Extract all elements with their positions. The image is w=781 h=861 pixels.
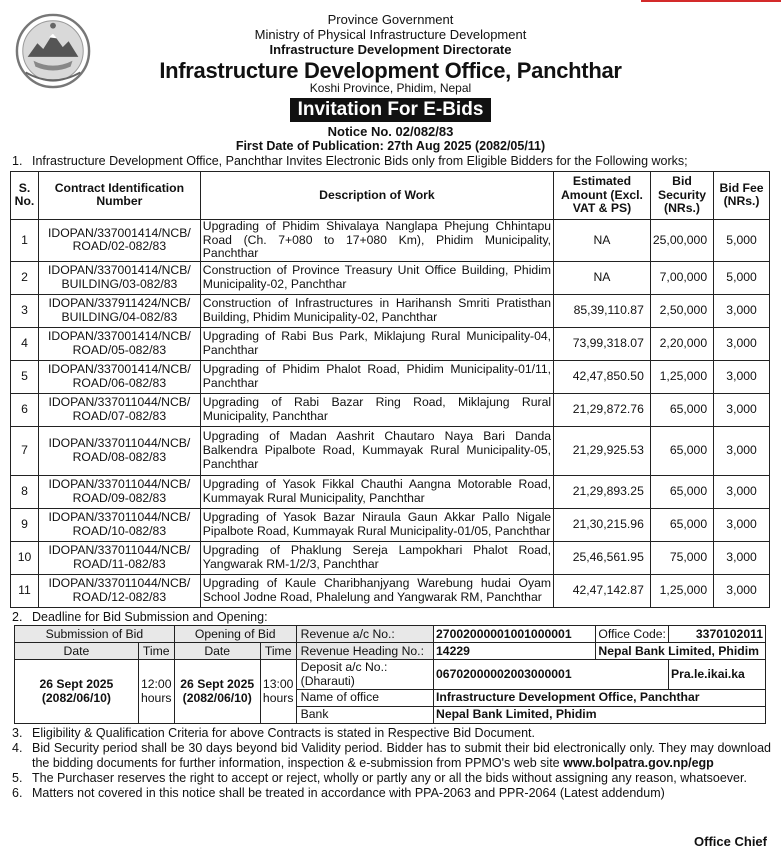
cell-description: Upgrading of Phidim Phalot Road, Phidim Municipality-01/11, Panchthar [200, 360, 553, 393]
submission-date-label: Date [15, 642, 139, 659]
cell-description: Upgrading of Phidim Shivalaya Nanglapa Phejung Chhintapu Road (Ch. 7+080 to 17+080 Km), Phidim Municipality, Panchthar [200, 219, 553, 261]
cell-sn: 3 [11, 294, 39, 327]
cell-fee: 3,000 [714, 360, 770, 393]
deadline-row [15, 642, 766, 659]
directorate-line: Infrastructure Development Directorate [269, 41, 512, 57]
cell-description: Upgrading of Rabi Bus Park, Miklajung Rural Municipality-04, Panchthar [200, 327, 553, 360]
cell-contract-id: IDOPAN/337011044/NCB/ ROAD/08-082/83 [38, 426, 200, 475]
cell-fee: 3,000 [714, 508, 770, 541]
office-name-label: Name of office [296, 689, 433, 706]
cell-description: Upgrading of Madan Aashrit Chautaro Naya Bari Danda Balkendra Pipalbote Road, Kummayak Rural Municipality-05, Panchthar [200, 426, 553, 475]
letterhead [10, 13, 771, 154]
cell-security: 7,00,000 [650, 261, 713, 294]
works-table [10, 171, 770, 608]
list-item [10, 726, 771, 741]
cell-fee: 5,000 [714, 219, 770, 261]
top-accent-bar [641, 0, 781, 2]
cell-sn: 1 [11, 219, 39, 261]
cell-security: 2,50,000 [650, 294, 713, 327]
submission-date: 26 Sept 2025 (2082/06/10) [15, 659, 139, 723]
item-text: The Purchaser reserves the right to accept or reject, wholly or partly any or all the bids without assigning any reason, whatsoever. [32, 770, 747, 785]
cell-fee: 3,000 [714, 327, 770, 360]
revenue-bank: Nepal Bank Limited, Phidim [596, 642, 766, 659]
item-text [32, 741, 771, 771]
notice-number: Notice No. 02/082/83 [327, 123, 454, 139]
table-header-row [11, 171, 770, 219]
cell-amount: 25,46,561.95 [554, 541, 651, 574]
revenue-heading-label: Revenue Heading No.: [296, 642, 433, 659]
list-item [10, 771, 771, 786]
cell-sn: 6 [11, 393, 39, 426]
deadline-table [14, 625, 766, 724]
cell-security: 65,000 [650, 508, 713, 541]
table-row [11, 294, 770, 327]
cell-security: 75,000 [650, 541, 713, 574]
cell-contract-id: IDOPAN/337001414/NCB/ ROAD/05-082/83 [38, 327, 200, 360]
revenue-ac-value: 27002000001001000001 [434, 625, 596, 642]
opening-time: 13:00 hours [260, 659, 296, 723]
item-number: 5. [12, 770, 23, 785]
table-row [11, 426, 770, 475]
item-4-text: Bid Security period shall be 30 days beyond bid Validity period. Bidder has to submit their bid electronically only. They may download the bidding documents for further information, inspection & e-submission from PPMO's web site [32, 740, 771, 770]
office-name-value: Infrastructure Development Office, Panchthar [434, 689, 766, 706]
table-row [11, 393, 770, 426]
cell-contract-id: IDOPAN/337011044/NCB/ ROAD/10-082/83 [38, 508, 200, 541]
cell-security: 2,20,000 [650, 327, 713, 360]
cell-fee: 5,000 [714, 261, 770, 294]
opening-date-label: Date [174, 642, 260, 659]
bank-label: Bank [296, 706, 433, 723]
table-row [11, 261, 770, 294]
list-item [10, 741, 771, 771]
item-number: 1. [12, 153, 23, 168]
cell-amount: NA [554, 261, 651, 294]
cell-description: Upgrading of Kaule Charibhanjyang Warebung hudai Oyam School Jodne Road, Phalelung and Yangwarak RM, Panchthar [200, 574, 553, 607]
cell-sn: 2 [11, 261, 39, 294]
cell-description: Upgrading of Rabi Bazar Ring Road, Miklajung Rural Municipality, Panchthar [200, 393, 553, 426]
col-sn: S. No. [11, 171, 39, 219]
col-contract-id: Contract Identification Number [38, 171, 200, 219]
office-title: Infrastructure Development Office, Panchthar [159, 57, 622, 83]
cell-description: Upgrading of Yasok Bazar Niraula Gaun Akkar Pallo Nigale Pipalbote Road, Kummayak Rural Municipality-01/05, Panchthar [200, 508, 553, 541]
table-row [11, 541, 770, 574]
cell-contract-id: IDOPAN/337011044/NCB/ ROAD/07-082/83 [38, 393, 200, 426]
submission-header: Submission of Bid [15, 625, 175, 642]
cell-fee: 3,000 [714, 475, 770, 508]
table-row [11, 475, 770, 508]
table-row [11, 508, 770, 541]
cell-sn: 8 [11, 475, 39, 508]
cell-description: Construction of Infrastructures in Harihansh Smriti Pratisthan Building, Phidim Municipality-02, Panchthar [200, 294, 553, 327]
list-item [10, 786, 771, 801]
cell-security: 65,000 [650, 393, 713, 426]
publication-date: First Date of Publication: 27th Aug 2025 (2082/05/11) [235, 139, 546, 154]
cell-security: 1,25,000 [650, 360, 713, 393]
cell-security: 1,25,000 [650, 574, 713, 607]
submission-time-label: Time [138, 642, 174, 659]
cell-contract-id: IDOPAN/337001414/NCB/ ROAD/02-082/83 [38, 219, 200, 261]
cell-sn: 9 [11, 508, 39, 541]
cell-fee: 3,000 [714, 541, 770, 574]
item-number: 4. [12, 740, 23, 755]
item-text: Infrastructure Development Office, Panchthar Invites Electronic Bids only from Eligible Bidders for the Following works; [32, 153, 688, 168]
deadline-row [15, 659, 766, 689]
item-text: Matters not covered in this notice shall be treated in accordance with PPA-2063 and PPR-2064 (Latest addendum) [32, 785, 665, 800]
cell-amount: 21,30,215.96 [554, 508, 651, 541]
cell-sn: 10 [11, 541, 39, 574]
table-row [11, 327, 770, 360]
office-code-value: 3370102011 [668, 625, 765, 642]
cell-amount: NA [554, 219, 651, 261]
cell-contract-id: IDOPAN/337011044/NCB/ ROAD/12-082/83 [38, 574, 200, 607]
cell-sn: 7 [11, 426, 39, 475]
province-line: Province Government [327, 12, 454, 27]
table-row [11, 360, 770, 393]
list-item [10, 154, 771, 169]
col-description: Description of Work [200, 171, 553, 219]
col-bid-security: Bid Security (NRs.) [650, 171, 713, 219]
col-estimated-amount: Estimated Amount (Excl. VAT & PS) [554, 171, 651, 219]
cell-amount: 21,29,872.76 [554, 393, 651, 426]
cell-amount: 21,29,893.25 [554, 475, 651, 508]
table-row [11, 219, 770, 261]
office-code-label: Office Code: [596, 625, 669, 642]
cell-amount: 73,99,318.07 [554, 327, 651, 360]
submission-time: 12:00 hours [138, 659, 174, 723]
bolpatra-link[interactable]: www.bolpatra.gov.np/egp [563, 755, 714, 770]
cell-amount: 42,47,850.50 [554, 360, 651, 393]
deposit-label: Deposit a/c No.: (Dharauti) [296, 659, 433, 689]
revenue-ac-label: Revenue a/c No.: [296, 625, 433, 642]
cell-sn: 11 [11, 574, 39, 607]
cell-sn: 5 [11, 360, 39, 393]
item-text: Eligibility & Qualification Criteria for above Contracts is stated in Respective Bid Document. [32, 725, 535, 740]
revenue-heading-value: 14229 [434, 642, 596, 659]
opening-header: Opening of Bid [174, 625, 296, 642]
opening-date: 26 Sept 2025 (2082/06/10) [174, 659, 260, 723]
office-chief-signature: Office Chief [694, 834, 767, 849]
deadline-row [15, 625, 766, 642]
ministry-line: Ministry of Physical Infrastructure Development [254, 26, 527, 42]
cell-contract-id: IDOPAN/337001414/NCB/ BUILDING/03-082/83 [38, 261, 200, 294]
cell-contract-id: IDOPAN/337011044/NCB/ ROAD/11-082/83 [38, 541, 200, 574]
cell-fee: 3,000 [714, 574, 770, 607]
cell-fee: 3,000 [714, 426, 770, 475]
cell-amount: 21,29,925.53 [554, 426, 651, 475]
item-number: 3. [12, 725, 23, 740]
cell-description: Upgrading of Yasok Fikkal Chauthi Aangna Motorable Road, Kummayak Rural Municipality, Panchthar [200, 475, 553, 508]
invitation-banner: Invitation For E-Bids [290, 98, 492, 122]
cell-security: 65,000 [650, 475, 713, 508]
cell-description: Construction of Province Treasury Unit Office Building, Phidim Municipality-02, Panchthar [200, 261, 553, 294]
nepal-emblem-icon [14, 12, 92, 90]
opening-time-label: Time [260, 642, 296, 659]
cell-amount: 85,39,110.87 [554, 294, 651, 327]
item-number: 2. [12, 609, 23, 624]
col-bid-fee: Bid Fee (NRs.) [714, 171, 770, 219]
item-number: 6. [12, 785, 23, 800]
bank-value: Nepal Bank Limited, Phidim [434, 706, 766, 723]
cell-contract-id: IDOPAN/337911424/NCB/ BUILDING/04-082/83 [38, 294, 200, 327]
office-address: Koshi Province, Phidim, Nepal [309, 80, 472, 95]
cell-security: 65,000 [650, 426, 713, 475]
deposit-value: 06702000002003000001 [434, 659, 669, 689]
list-item [10, 610, 771, 625]
cell-fee: 3,000 [714, 294, 770, 327]
cell-sn: 4 [11, 327, 39, 360]
cell-description: Upgrading of Phaklung Sereja Lampokhari Phalot Road, Yangwarak RM-1/2/3, Panchthar [200, 541, 553, 574]
item-text: Deadline for Bid Submission and Opening: [32, 609, 268, 624]
cell-contract-id: IDOPAN/337001414/NCB/ ROAD/06-082/83 [38, 360, 200, 393]
cell-security: 25,00,000 [650, 219, 713, 261]
deposit-extra: Pra.le.ikai.ka [668, 659, 765, 689]
cell-amount: 42,47,142.87 [554, 574, 651, 607]
cell-contract-id: IDOPAN/337011044/NCB/ ROAD/09-082/83 [38, 475, 200, 508]
cell-fee: 3,000 [714, 393, 770, 426]
works-body [11, 219, 770, 607]
table-row [11, 574, 770, 607]
